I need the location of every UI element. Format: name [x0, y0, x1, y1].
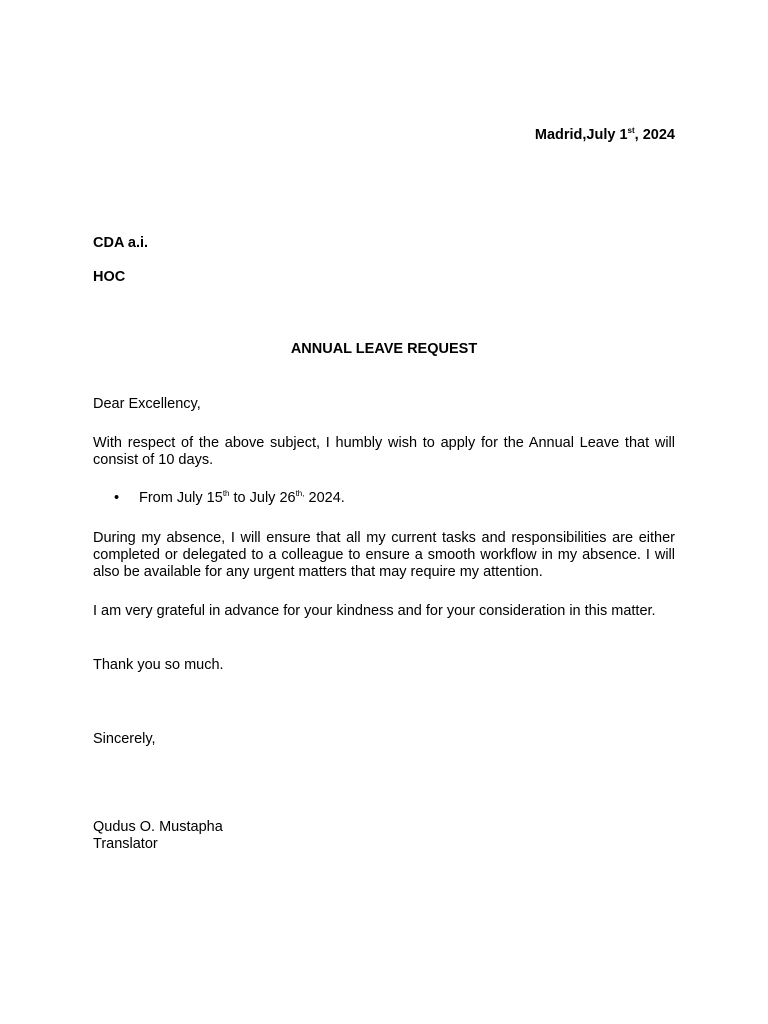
salutation: Dear Excellency,: [93, 396, 201, 412]
bullet-marker: •: [114, 490, 120, 506]
thanks-line: Thank you so much.: [93, 657, 224, 673]
gratitude-paragraph: I am very grateful in advance for your kindness and for your consideration in this matter.: [93, 603, 656, 619]
closing-line: Sincerely,: [93, 731, 156, 747]
signature-name: Qudus O. Mustapha: [93, 819, 223, 835]
letter-subject: ANNUAL LEAVE REQUEST: [290, 341, 478, 357]
date-city-month: Madrid,July 1: [534, 127, 628, 143]
bullet-part-1: From July 15: [139, 490, 223, 506]
bullet-sup-1: th: [222, 489, 230, 499]
recipient-line-1: CDA a.i.: [93, 235, 149, 251]
bullet-sup-2: th,: [295, 489, 305, 499]
signature-title: Translator: [93, 836, 158, 852]
bullet-text: [139, 490, 345, 507]
intro-paragraph: With respect of the above subject, I humbly wish to apply for the Annual Leave that will consist of 10 days.: [93, 435, 675, 468]
date-year: , 2024: [634, 127, 675, 143]
absence-paragraph: During my absence, I will ensure that all my current tasks and responsibilities are either completed or delegated to a colleague to ensure a smooth workflow in my absence. I will also be available for any urgent matters that may require my attention.: [93, 530, 675, 580]
bullet-part-3: 2024.: [304, 490, 345, 506]
letter-date: [535, 127, 675, 144]
bullet-part-2: to July 26: [229, 490, 296, 506]
recipient-line-2: HOC: [93, 269, 126, 285]
date-day-suffix: st: [627, 126, 635, 136]
